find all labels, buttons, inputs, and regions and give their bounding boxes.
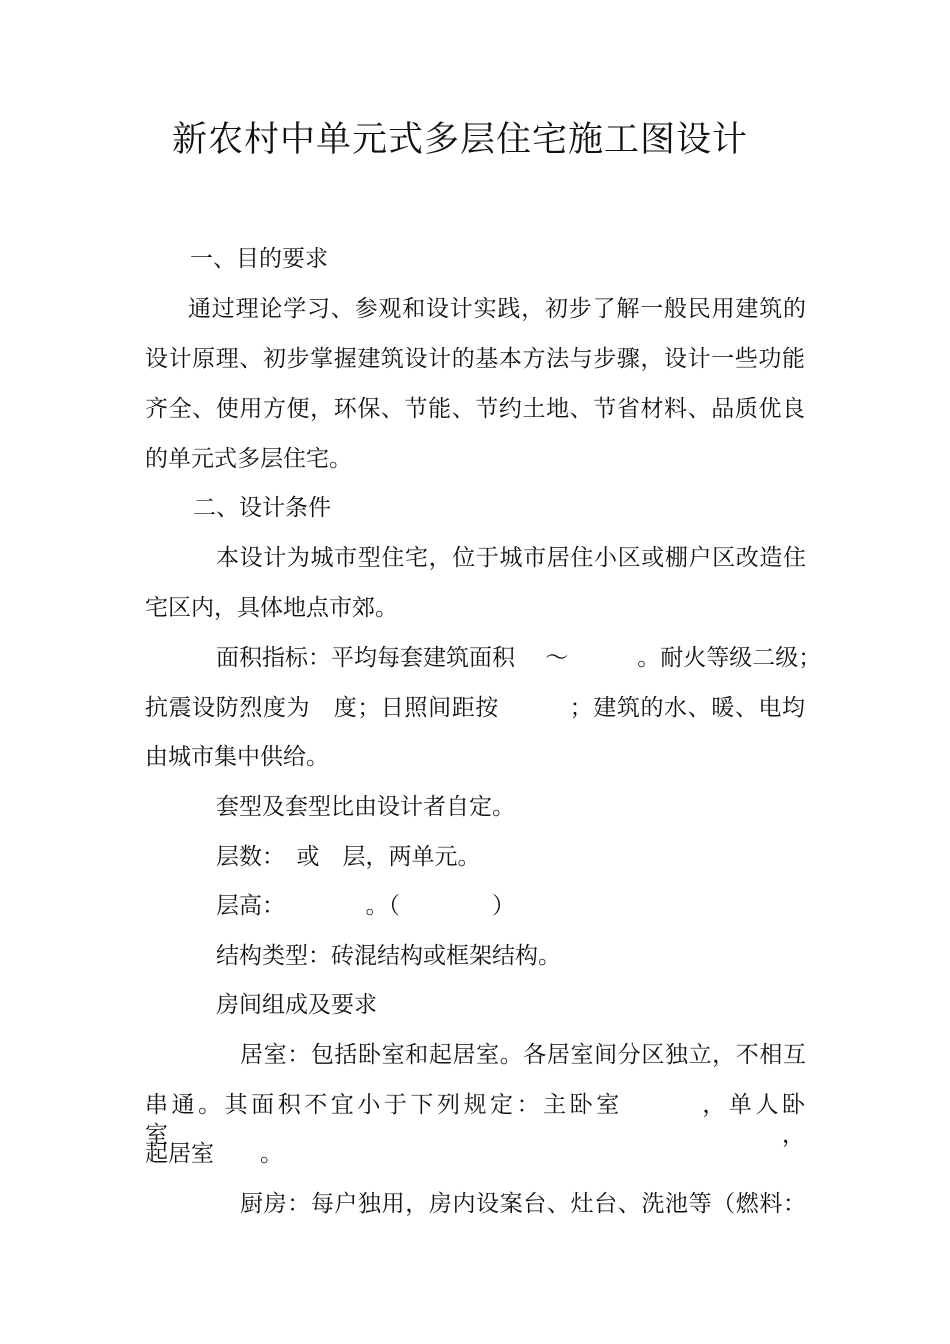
paragraph-line: 房间组成及要求 bbox=[216, 992, 377, 1018]
paragraph-line: 层高： 。（ ） bbox=[216, 893, 515, 919]
heading-purpose: 一、目的要求 bbox=[190, 246, 328, 272]
heading-conditions: 二、设计条件 bbox=[193, 495, 331, 521]
paragraph-line: 套型及套型比由设计者自定。 bbox=[216, 794, 515, 820]
paragraph-line: 串通。其面积不宜小于下列规定：主卧室 ，单人卧室 ， bbox=[145, 1092, 805, 1148]
paragraph-line: 宅区内，具体地点市郊。 bbox=[145, 595, 398, 621]
paragraph-line: 由城市集中供给。 bbox=[145, 744, 329, 770]
paragraph-line: 面积指标：平均每套建筑面积 ～ 。耐火等级二级； bbox=[216, 645, 822, 671]
paragraph-line: 本设计为城市型住宅，位于城市居住小区或棚户区改造住 bbox=[216, 545, 806, 571]
paragraph-line: 结构类型：砖混结构或框架结构。 bbox=[216, 943, 561, 969]
document-title: 新农村中单元式多层住宅施工图设计 bbox=[171, 120, 748, 160]
paragraph-line: 层数： 或 层，两单元。 bbox=[216, 844, 481, 870]
paragraph-line: 起居室 。 bbox=[145, 1141, 283, 1167]
paragraph-line: 齐全、使用方便，环保、节能、节约土地、节省材料、品质优良 bbox=[145, 396, 805, 422]
paragraph-line: 厨房：每户独用，房内设案台、灶台、洗池等（燃料： bbox=[240, 1191, 806, 1217]
paragraph-line: 抗震设防烈度为 度；日照间距按 ；建筑的水、暖、电均 bbox=[145, 695, 805, 721]
paragraph-line: 通过理论学习、参观和设计实践，初步了解一般民用建筑的 bbox=[188, 296, 806, 322]
paragraph-line: 的单元式多层住宅。 bbox=[145, 446, 352, 472]
paragraph-line: 设计原理、初步掌握建筑设计的基本方法与步骤，设计一些功能 bbox=[145, 346, 805, 372]
paragraph-line: 居室：包括卧室和起居室。各居室间分区独立，不相互 bbox=[240, 1042, 806, 1068]
